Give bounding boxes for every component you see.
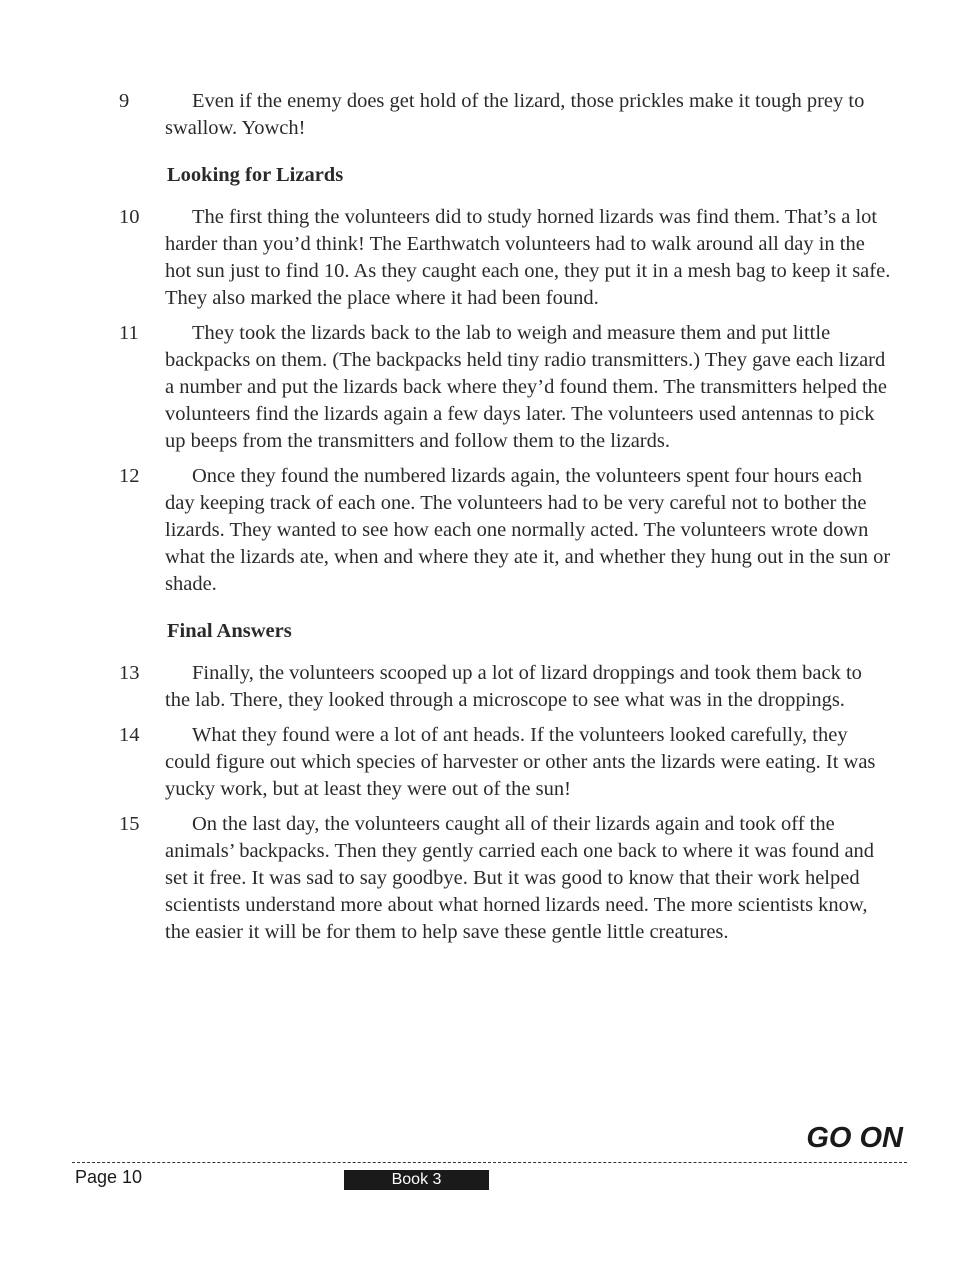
page-number: Page 10 xyxy=(75,1167,143,1187)
paragraph-number: 11 xyxy=(119,322,139,344)
paragraph xyxy=(0,463,979,598)
paragraph-number: 12 xyxy=(119,465,140,487)
paragraph-text: What they found were a lot of ant heads. If the volunteers looked carefully, they could figure out which species of harvester or other ants the lizards were eating. It was yucky work, but at least they were out of the sun! xyxy=(165,724,876,800)
paragraph-number: 9 xyxy=(119,90,130,112)
footer-divider xyxy=(72,1162,907,1163)
paragraph xyxy=(0,660,979,714)
section-heading: Looking for Lizards xyxy=(167,164,344,186)
paragraph-text: Even if the enemy does get hold of the lizard, those prickles make it tough prey to swallow. Yowch! xyxy=(165,90,865,139)
section-heading: Final Answers xyxy=(167,620,292,642)
paragraph-text: They took the lizards back to the lab to weigh and measure them and put little backpacks on them. (The backpacks held tiny radio transmitters.) They gave each lizard a number and put the lizards back where they’d found them. The transmitters helped the volunteers find the lizards again a few days later. The volunteers used antennas to pick up beeps from the transmitters and follow them to the lizards. xyxy=(165,322,888,452)
paragraph xyxy=(0,320,979,455)
paragraph xyxy=(0,811,979,946)
go-on-label: GO ON xyxy=(806,1122,903,1154)
paragraph-text: The first thing the volunteers did to study horned lizards was find them. That’s a lot harder than you’d think! The Earthwatch volunteers had to walk around all day in the hot sun just to find 10. As they caught each one, they put it in a mesh bag to keep it safe. They also marked the place where it had been found. xyxy=(165,206,891,309)
paragraph-number: 13 xyxy=(119,662,140,684)
paragraph-number: 14 xyxy=(119,724,140,746)
paragraph-text: Once they found the numbered lizards again, the volunteers spent four hours each day keeping track of each one. The volunteers had to be very careful not to bother the lizards. They wanted to see how each one normally acted. The volunteers wrote down what the lizards ate, when and where they ate it, and whether they hung out in the sun or shade. xyxy=(165,465,891,595)
paragraph xyxy=(0,204,979,312)
paragraph-number: 15 xyxy=(119,813,140,835)
paragraph-text: On the last day, the volunteers caught all of their lizards again and took off the animals’ backpacks. Then they gently carried each one back to where it was found and set it free. It was sad to say goodbye. But it was good to know that their work helped scientists understand more about what horned lizards need. The more scientists know, the easier it will be for them to help save these gentle little creatures. xyxy=(165,813,875,943)
paragraph-number: 10 xyxy=(119,206,140,228)
paragraph-text: Finally, the volunteers scooped up a lot of lizard droppings and took them back to the lab. There, they looked through a microscope to see what was in the droppings. xyxy=(165,662,862,711)
book-label: Book 3 xyxy=(344,1170,489,1190)
paragraph xyxy=(0,722,979,803)
paragraph xyxy=(0,88,979,142)
article-body xyxy=(0,88,979,954)
